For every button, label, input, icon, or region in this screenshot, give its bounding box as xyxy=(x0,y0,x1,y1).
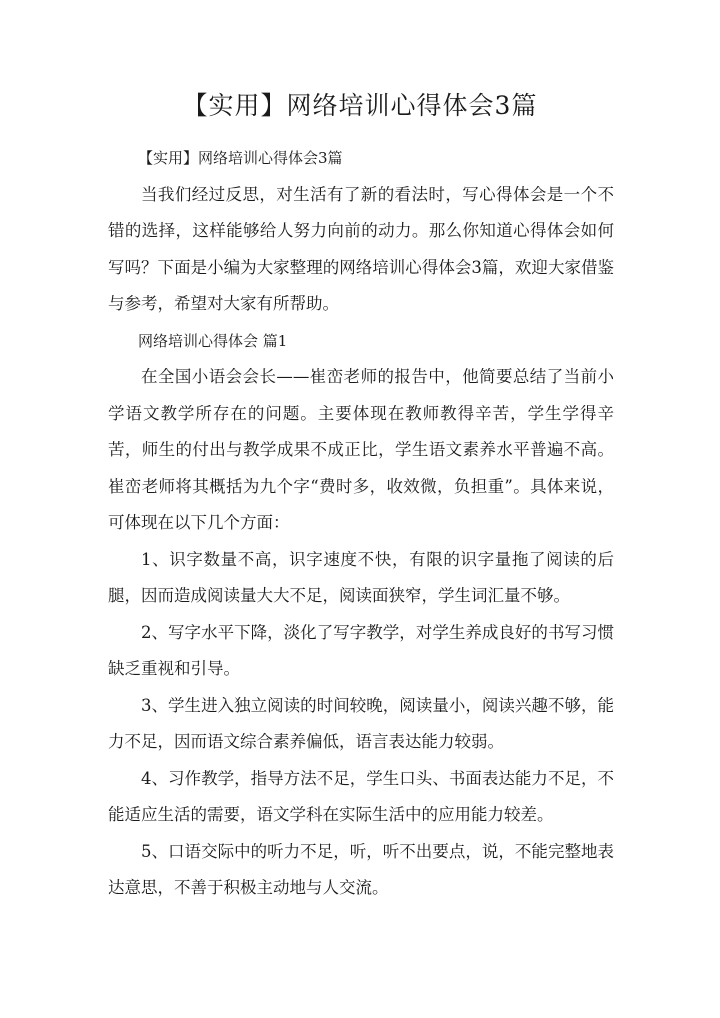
intro-paragraph: 当我们经过反思，对生活有了新的看法时，写心得体会是一个不错的选择，这样能够给人努力向前的动力。那么你知道心得体会如何写吗？下面是小编为大家整理的网络培训心得体会3篇，欢迎大家借鉴与参考，希望对大家有所帮助。 xyxy=(108,184,614,313)
list-item-5: 5、口语交际中的听力不足，听，听不出要点，说，不能完整地表达意思，不善于积极主动地与人交流。 xyxy=(108,841,614,897)
subtitle-paragraph: 【实用】网络培训心得体会3篇 xyxy=(138,149,343,167)
list-item-2: 2、写字水平下降，淡化了写字教学，对学生养成良好的书写习惯缺乏重视和引导。 xyxy=(108,622,614,678)
document-title: 【实用】网络培训心得体会3篇 xyxy=(182,91,538,120)
list-item-3: 3、学生进入独立阅读的时间较晚，阅读量小，阅读兴趣不够，能力不足，因而语文综合素养偏低，语言表达能力较弱。 xyxy=(108,695,614,751)
section-heading: 网络培训心得体会 篇1 xyxy=(138,331,288,350)
document-body xyxy=(108,140,614,907)
body-paragraph: 在全国小语会会长——崔峦老师的报告中，他简要总结了当前小学语文教学所存在的问题。主要体现在教师教得辛苦，学生学得辛苦，师生的付出与教学成果不成正比，学生语文素养水平普遍不高。崔峦老师将其概括为九个字“费时多，收效微，负担重”。具体来说，可体现在以下几个方面： xyxy=(108,367,614,532)
list-item-4: 4、习作教学，指导方法不足，学生口头、书面表达能力不足，不能适应生活的需要，语文学科在实际生活中的应用能力较差。 xyxy=(108,768,614,824)
list-item-1: 1、识字数量不高，识字速度不快，有限的识字量拖了阅读的后腿，因而造成阅读量大大不足，阅读面狭窄，学生词汇量不够。 xyxy=(108,549,614,605)
